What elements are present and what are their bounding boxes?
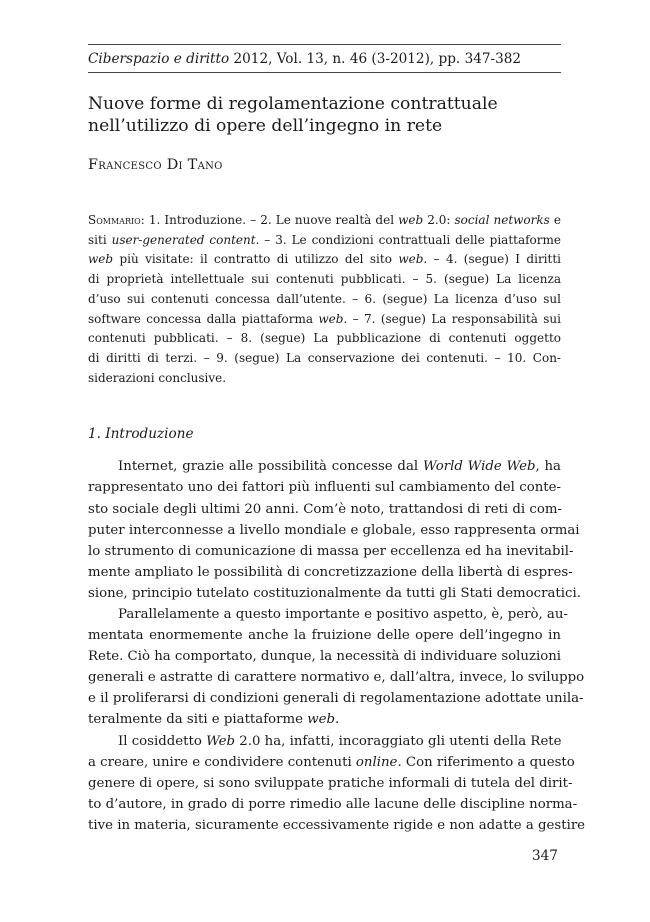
summary-line: contenuti pubblicati. – 8. (segue) La pubblicazione di contenuti oggetto — [88, 331, 561, 346]
italic-term: web — [398, 213, 424, 227]
title-line: nell’utilizzo di opere dell’ingegno in rete — [88, 116, 443, 136]
text-line: tive in materia, sicuramente eccessivamente rigide e non adatte a gestire — [88, 817, 586, 833]
journal-name: Ciberspazio e diritto — [88, 51, 230, 67]
text-line: Rete. Ciò ha comportato, dunque, la necessità di individuare soluzioni — [88, 649, 562, 665]
italic-term: web — [307, 712, 335, 728]
text-line: teralmente da siti e piattaforme web. — [88, 712, 340, 728]
section-heading: 1. Introduzione — [88, 426, 194, 443]
page-number: 347 — [532, 848, 558, 864]
italic-term: online — [355, 754, 398, 770]
paragraph — [88, 604, 585, 731]
text-line: a creare, unire e condividere contenuti online. Con riferimento a questo — [88, 754, 575, 770]
italic-term: web — [398, 252, 424, 267]
text-line: mentata enormemente anche la fruizione delle opere dell’ingegno in — [88, 628, 561, 644]
summary-line: software concessa dalla piattaforma web. – 7. (segue) La responsabilità sui — [88, 311, 561, 326]
text-line: puter interconnesse a livello mondiale e globale, esso rappresenta ormai — [88, 522, 580, 538]
summary-line: di proprietà intellettuale sui contenuti pubblicati. – 5. (segue) La licenza — [88, 272, 561, 287]
article-title — [88, 93, 561, 137]
text-line: mente ampliato le possibilità di concretizzazione della libertà di espres- — [88, 564, 573, 580]
summary-line: siderazioni conclusive. — [88, 370, 227, 385]
italic-term: social networks — [454, 213, 550, 227]
author: Francesco Di Tano — [88, 157, 223, 173]
article-page — [88, 44, 586, 836]
summary-line: web più visitate: il contratto di utilizzo del sito web. – 4. (segue) I diritti — [88, 252, 561, 267]
summary-line: Sommario: 1. Introduzione. – 2. Le nuove realtà del web 2.0: social networks e — [88, 213, 562, 227]
header-rule-bottom — [88, 72, 561, 73]
text-line: sto sociale degli ultimi 20 anni. Com’è noto, trattandosi di reti di com- — [88, 501, 562, 517]
summary-line: d’uso sui contenuti concessa dall’utente. – 6. (segue) La licenza d’uso sul — [88, 291, 561, 306]
text-line: Parallelamente a questo importante e positivo aspetto, è, però, au- — [118, 606, 568, 622]
summary-line: siti user-generated content. – 3. Le condizioni contrattuali delle piattaforme — [88, 232, 562, 247]
running-header — [88, 45, 561, 72]
summary — [88, 211, 561, 388]
text-line: rappresentato uno dei fattori più influenti sul cambiamento del conte- — [88, 480, 561, 496]
text-line: generali e astratte di carattere normativo e, dall’altra, invece, lo sviluppo — [88, 670, 585, 686]
title-line: Nuove forme di regolamentazione contrattuale — [88, 94, 498, 114]
italic-term: user-generated content — [111, 232, 256, 247]
text-line: Il cosiddetto Web 2.0 ha, infatti, incoraggiato gli utenti della Rete — [118, 733, 562, 749]
text-line: lo strumento di comunicazione di massa per eccellenza ed ha inevitabil- — [88, 543, 574, 559]
text-line: Internet, grazie alle possibilità concesse dal World Wide Web, ha — [118, 459, 561, 475]
paragraph — [88, 456, 581, 604]
citation: 2012, Vol. 13, n. 46 (3-2012), pp. 347-382 — [233, 51, 522, 67]
paragraph — [88, 731, 586, 836]
text-line: genere di opere, si sono sviluppate pratiche informali di tutela del dirit- — [88, 775, 573, 791]
summary-label: Sommario: — [88, 213, 145, 227]
italic-term: Web — [206, 733, 236, 749]
body-text — [88, 456, 586, 836]
text-line: sione, principio tutelato costituzionalmente da tutti gli Stati democratici. — [88, 585, 581, 601]
summary-line: di diritti di terzi. – 9. (segue) La conservazione dei contenuti. – 10. Con- — [88, 350, 561, 365]
text-line: e il proliferarsi di condizioni generali di regolamentazione adottate unila- — [88, 691, 584, 707]
italic-term: web — [318, 311, 344, 326]
text-line: to d’autore, in grado di porre rimedio alle lacune delle discipline norma- — [88, 796, 578, 812]
italic-term: World Wide Web — [422, 459, 536, 475]
italic-term: web — [88, 252, 114, 267]
